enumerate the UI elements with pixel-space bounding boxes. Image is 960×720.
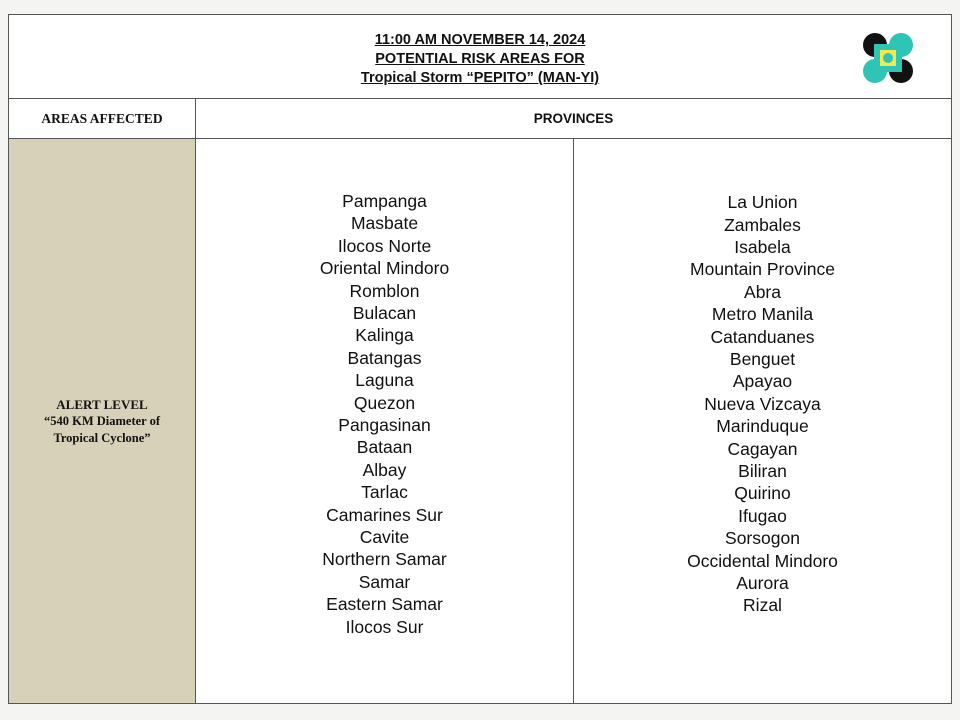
province-item: Kalinga	[355, 325, 414, 346]
province-item: Northern Samar	[322, 549, 447, 570]
province-item: Apayao	[732, 371, 793, 392]
province-item: Tarlac	[361, 482, 408, 503]
province-item: Marinduque	[716, 416, 809, 437]
province-item: Romblon	[349, 280, 420, 301]
dswd-logo-icon	[861, 31, 915, 85]
alert-diameter-text: “540 KM Diameter of Tropical Cyclone”	[43, 413, 161, 445]
province-item: Oriental Mindoro	[319, 258, 450, 279]
provinces-column-right	[574, 139, 951, 703]
storm-name: Tropical Storm “PEPITO” (MAN-YI)	[360, 70, 600, 86]
province-item: Rizal	[743, 595, 782, 616]
province-item: Albay	[362, 459, 407, 480]
province-item: Catanduanes	[710, 326, 815, 347]
province-item: Zambales	[724, 214, 801, 235]
province-item: Isabela	[734, 236, 791, 257]
province-item: Cagayan	[727, 438, 798, 459]
province-item: Cavite	[359, 527, 410, 548]
advisory-title: POTENTIAL RISK AREAS FOR	[375, 51, 585, 67]
province-item: Camarines Sur	[326, 504, 443, 525]
province-item: La Union	[727, 192, 798, 213]
province-item: Aurora	[736, 573, 789, 594]
province-item: Pangasinan	[338, 415, 431, 435]
province-item: Pampanga	[342, 190, 427, 211]
province-item: Benguet	[729, 348, 796, 369]
provinces-header: PROVINCES	[196, 99, 951, 139]
province-item: Mountain Province	[690, 259, 835, 280]
province-item: Sorsogon	[725, 528, 800, 549]
province-item: Bataan	[356, 437, 413, 458]
province-item: Bulacan	[352, 302, 417, 323]
province-item: Eastern Samar	[326, 594, 443, 615]
province-item: Quirino	[734, 483, 791, 504]
province-item: Biliran	[738, 461, 787, 482]
province-item: Occidental Mindoro	[687, 550, 838, 571]
province-item: Metro Manila	[711, 304, 814, 325]
province-item: Nueva Vizcaya	[704, 393, 821, 414]
province-item: Ifugao	[738, 505, 787, 526]
alert-level-label: ALERT LEVEL	[56, 396, 148, 412]
province-item: Abra	[744, 281, 781, 302]
advisory-header	[9, 15, 951, 99]
alert-level-cell	[9, 139, 196, 703]
province-item: Samar	[358, 571, 411, 592]
province-item: Laguna	[355, 370, 414, 391]
province-item: Masbate	[350, 213, 419, 234]
province-item: Quezon	[353, 392, 416, 413]
province-item: Ilocos Norte	[337, 235, 432, 256]
advisory-datetime: 11:00 AM NOVEMBER 14, 2024	[374, 32, 586, 48]
province-item: Ilocos Sur	[345, 616, 424, 637]
province-item: Batangas	[347, 347, 422, 368]
areas-affected-header: AREAS AFFECTED	[9, 99, 196, 139]
advisory-sheet	[8, 14, 952, 704]
provinces-column-left	[196, 139, 574, 703]
